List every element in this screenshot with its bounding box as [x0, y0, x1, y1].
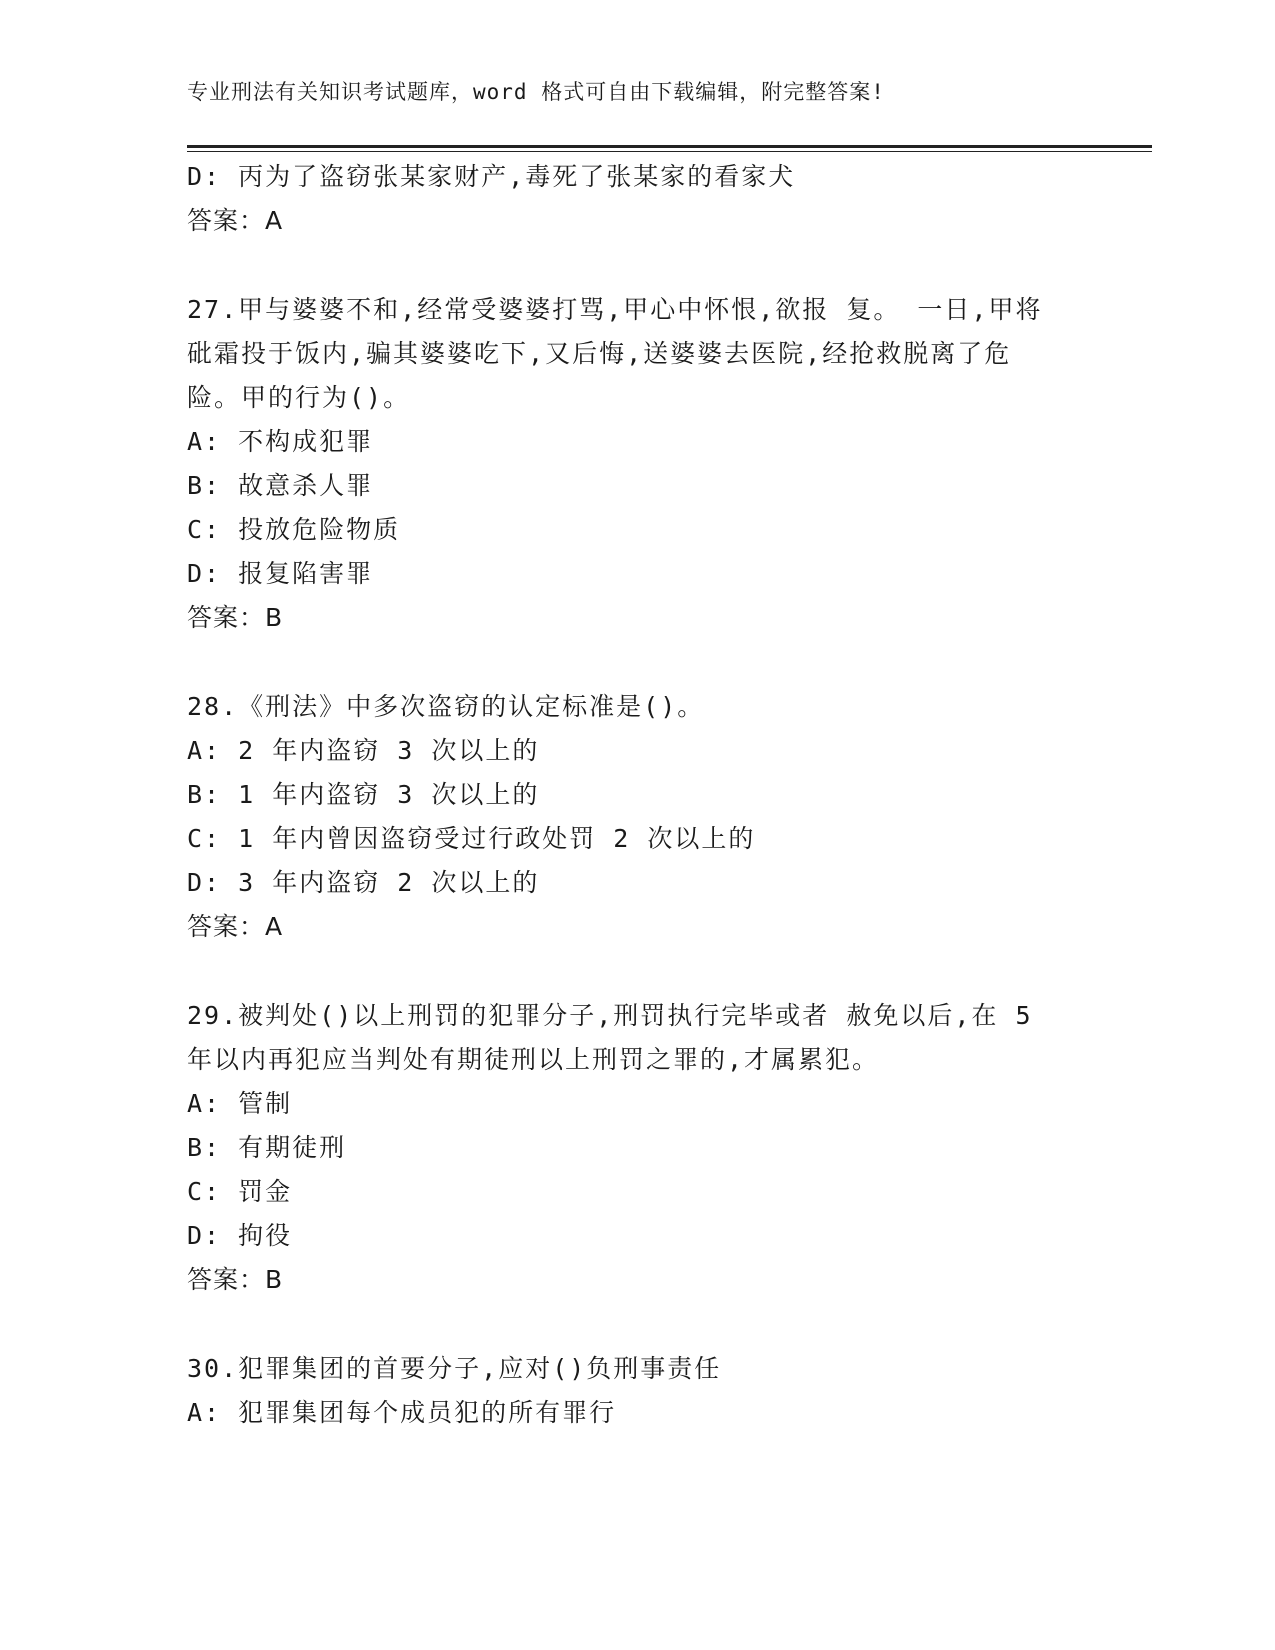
option-line: B: 1 年内盗窃 3 次以上的: [187, 780, 540, 809]
header-rule-thin: [187, 151, 1152, 152]
option-line: A: 犯罪集团每个成员犯的所有罪行: [187, 1398, 617, 1427]
question-line: 27.甲与婆婆不和,经常受婆婆打骂,甲心中怀恨,欲报 复。 一日,甲将: [187, 295, 1043, 324]
option-line: A: 2 年内盗窃 3 次以上的: [187, 736, 540, 765]
option-line: B: 有期徒刑: [187, 1133, 347, 1162]
answer-line: 答案：B: [187, 603, 284, 632]
question-line: 砒霜投于饭内,骗其婆婆吃下,又后悔,送婆婆去医院,经抢救脱离了危: [187, 339, 1012, 368]
option-line: C: 投放危险物质: [187, 515, 401, 544]
option-line: B: 故意杀人罪: [187, 471, 374, 500]
option-line: D: 拘役: [187, 1221, 293, 1250]
question-line: 29.被判处()以上刑罚的犯罪分子,刑罚执行完毕或者 赦免以后,在 5: [187, 1001, 1033, 1030]
answer-line: 答案：A: [187, 206, 284, 235]
question-line: 30.犯罪集团的首要分子,应对()负刑事责任: [187, 1354, 722, 1383]
question-line: 28.《刑法》中多次盗窃的认定标准是()。: [187, 692, 705, 721]
option-line: C: 罚金: [187, 1177, 293, 1206]
question-line: 险。甲的行为()。: [187, 383, 411, 412]
option-line: D: 丙为了盗窃张某家财产,毒死了张某家的看家犬: [187, 162, 796, 191]
option-line: C: 1 年内曾因盗窃受过行政处罚 2 次以上的: [187, 824, 756, 853]
option-line: D: 3 年内盗窃 2 次以上的: [187, 868, 540, 897]
question-line: 年以内再犯应当判处有期徒刑以上刑罚之罪的,才属累犯。: [187, 1045, 880, 1074]
header-rule-thick: [187, 145, 1152, 148]
option-line: A: 不构成犯罪: [187, 427, 374, 456]
option-line: D: 报复陷害罪: [187, 559, 374, 588]
answer-line: 答案：B: [187, 1265, 284, 1294]
option-line: A: 管制: [187, 1089, 293, 1118]
document-header: 专业刑法有关知识考试题库，word 格式可自由下载编辑，附完整答案!: [187, 80, 885, 104]
answer-line: 答案：A: [187, 912, 284, 941]
